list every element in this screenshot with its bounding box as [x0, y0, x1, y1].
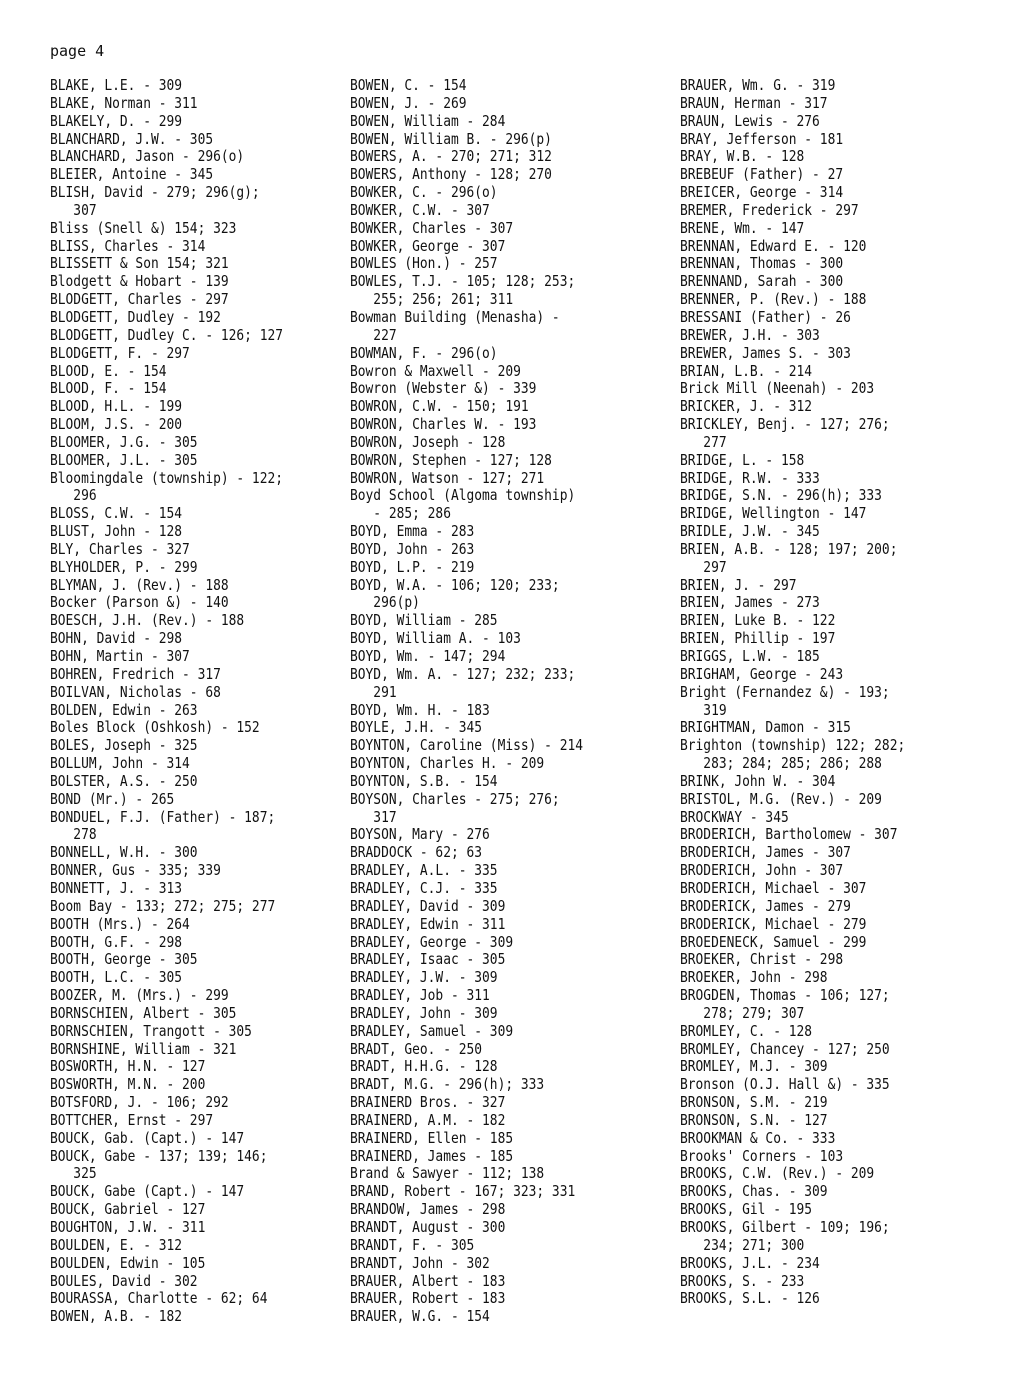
index-entry: BOUCK, Gabe (Capt.) - 147: [50, 1182, 245, 1201]
index-entry: BRAY, Jefferson - 181: [680, 129, 844, 148]
index-entry: BOWRON, C.W. - 150; 191: [350, 397, 529, 416]
index-entry: Bowron & Maxwell - 209: [350, 361, 521, 380]
index-entry: BRODERICH, Michael - 307: [680, 878, 867, 897]
index-column-3: [680, 77, 905, 1308]
index-entry: BRADT, H.H.G. - 128: [350, 1057, 498, 1076]
index-entry: BRANDT, F. - 305: [350, 1235, 475, 1254]
index-entry: BRAUN, Herman - 317: [680, 93, 828, 112]
index-entry: BLISH, David - 279; 296(g);: [50, 183, 260, 202]
index-entry: BROOKMAN & Co. - 333: [680, 1128, 836, 1147]
index-entry: BROOKS, Chas. - 309: [680, 1182, 828, 1201]
index-entry: BRADLEY, Job - 311: [350, 986, 490, 1005]
index-entry: BRENNAN, Edward E. - 120: [680, 236, 867, 255]
index-entry: BRESSANI (Father) - 26: [680, 307, 851, 326]
index-entry: BLAKELY, D. - 299: [50, 111, 183, 130]
index-entry: BRODERICH, Bartholomew - 307: [680, 825, 898, 844]
index-entry: BOLES, Joseph - 325: [50, 736, 198, 755]
index-entry: BROOKS, S. - 233: [680, 1271, 805, 1290]
index-entry: Bloomingdale (township) - 122;: [50, 468, 284, 487]
index-entry: BRANDT, John - 302: [350, 1253, 490, 1272]
index-entry: BRIDGE, S.N. - 296(h); 333: [680, 486, 882, 505]
index-entry: 325: [50, 1164, 97, 1183]
index-entry: BRENNAN, Thomas - 300: [680, 254, 844, 273]
index-entry: BLUST, John - 128: [50, 522, 183, 541]
index-entry: BOWRON, Joseph - 128: [350, 432, 506, 451]
index-entry: BOULES, David - 302: [50, 1271, 198, 1290]
index-entry: BOWEN, J. - 269: [350, 93, 467, 112]
index-entry: BOWKER, C. - 296(o): [350, 183, 498, 202]
index-entry: 278: [50, 825, 97, 844]
index-entry: 255; 256; 261; 311: [350, 290, 514, 309]
index-entry: 319: [680, 700, 727, 719]
index-entry: BROGDEN, Thomas - 106; 127;: [680, 986, 890, 1005]
index-entry: BRAUN, Lewis - 276: [680, 111, 820, 130]
index-entry: BOWKER, C.W. - 307: [350, 200, 490, 219]
index-entry: BLANCHARD, J.W. - 305: [50, 129, 214, 148]
index-entry: BOOTH (Mrs.) - 264: [50, 914, 190, 933]
index-entry: BRANDOW, James - 298: [350, 1200, 506, 1219]
index-entry: Bowron (Webster &) - 339: [350, 379, 537, 398]
index-entry: BOWLES, T.J. - 105; 128; 253;: [350, 272, 576, 291]
index-entry: Boyd School (Algoma township): [350, 486, 576, 505]
index-entry: BOND (Mr.) - 265: [50, 789, 175, 808]
index-entry: BRODERICH, John - 307: [680, 861, 844, 880]
index-entry: 278; 279; 307: [680, 1003, 805, 1022]
index-entry: BOUCK, Gabe - 137; 139; 146;: [50, 1146, 268, 1165]
index-entry: BRIDGE, R.W. - 333: [680, 468, 820, 487]
index-entry: BOILVAN, Nicholas - 68: [50, 682, 221, 701]
index-entry: BRIEN, Luke B. - 122: [680, 611, 836, 630]
index-entry: BRAUER, Robert - 183: [350, 1289, 506, 1308]
index-entry: BRODERICK, James - 279: [680, 896, 851, 915]
index-entry: BOURASSA, Charlotte - 62; 64: [50, 1289, 268, 1308]
index-entry: BREWER, James S. - 303: [680, 343, 851, 362]
index-entry: BRAINERD Bros. - 327: [350, 1093, 506, 1112]
index-entry: BRAY, W.B. - 128: [680, 147, 805, 166]
index-entry: Bowman Building (Menasha) -: [350, 307, 560, 326]
index-entry: Bocker (Parson &) - 140: [50, 593, 229, 612]
index-entry: BROMLEY, C. - 128: [680, 1021, 813, 1040]
index-entry: BRODERICH, James - 307: [680, 843, 851, 862]
index-entry: BOWMAN, F. - 296(o): [350, 343, 498, 362]
index-entry: BRONSON, S.N. - 127: [680, 1110, 828, 1129]
index-entry: BOYD, William - 285: [350, 611, 498, 630]
index-entry: BREMER, Frederick - 297: [680, 200, 859, 219]
index-entry: BOYD, W.A. - 106; 120; 233;: [350, 575, 560, 594]
index-entry: BOYD, Wm. - 147; 294: [350, 647, 506, 665]
index-entry: BRINK, John W. - 304: [680, 771, 836, 790]
index-entry: BROEDENECK, Samuel - 299: [680, 932, 867, 951]
index-entry: BRISTOL, M.G. (Rev.) - 209: [680, 789, 882, 808]
index-entry: BOWERS, A. - 270; 271; 312: [350, 147, 552, 166]
index-entry: BOYD, John - 263: [350, 539, 475, 558]
index-entry: BOLSTER, A.S. - 250: [50, 771, 198, 790]
index-entry: BRAUER, Wm. G. - 319: [680, 76, 836, 94]
index-entry: BOOTH, G.F. - 298: [50, 932, 183, 951]
index-entry: BRIEN, James - 273: [680, 593, 820, 612]
index-entry: Boles Block (Oshkosh) - 152: [50, 718, 260, 737]
index-entry: BRIDGE, Wellington - 147: [680, 504, 867, 523]
index-entry: BOULDEN, Edwin - 105: [50, 1253, 206, 1272]
index-entry: BROOKS, C.W. (Rev.) - 209: [680, 1164, 875, 1183]
index-entry: BROOKS, Gil - 195: [680, 1200, 813, 1219]
index-entry: BOYD, Wm. A. - 127; 232; 233;: [350, 664, 576, 683]
index-entry: 296: [50, 486, 97, 505]
index-entry: BOYD, Wm. H. - 183: [350, 700, 490, 719]
index-entry: BRADLEY, John - 309: [350, 1003, 498, 1022]
index-entry: BOYNTON, Caroline (Miss) - 214: [350, 736, 584, 755]
index-entry: BRICKLEY, Benj. - 127; 276;: [680, 415, 890, 434]
index-entry: BOYLE, J.H. - 345: [350, 718, 483, 737]
index-entry: BOWEN, A.B. - 182: [50, 1307, 183, 1326]
index-entry: BORNSCHIEN, Albert - 305: [50, 1003, 237, 1022]
index-entry: BOSWORTH, H.N. - 127: [50, 1057, 206, 1076]
index-entry: BRIGGS, L.W. - 185: [680, 647, 820, 665]
index-entry: BLOSS, C.W. - 154: [50, 504, 183, 523]
index-entry: BRADLEY, C.J. - 335: [350, 878, 498, 897]
index-entry: BLOOD, F. - 154: [50, 379, 167, 398]
index-entry: 234; 271; 300: [680, 1235, 805, 1254]
index-entry: BRADLEY, Isaac - 305: [350, 950, 506, 969]
index-entry: BOUGHTON, J.W. - 311: [50, 1218, 206, 1236]
index-entry: BRIEN, Phillip - 197: [680, 629, 836, 648]
index-entry: BOSWORTH, M.N. - 200: [50, 1075, 206, 1094]
index-entry: BOWEN, William - 284: [350, 111, 506, 130]
index-entry: BLAKE, Norman - 311: [50, 93, 198, 112]
index-entry: BRADLEY, A.L. - 335: [350, 861, 498, 880]
index-entry: BRICKER, J. - 312: [680, 397, 813, 416]
index-entry: BRAINERD, Ellen - 185: [350, 1128, 514, 1147]
index-entry: BOOTH, George - 305: [50, 950, 198, 969]
index-entry: Bliss (Snell &) 154; 323: [50, 218, 237, 237]
index-entry: Brighton (township) 122; 282;: [680, 736, 906, 755]
index-entry: BRIAN, L.B. - 214: [680, 361, 813, 380]
index-entry: BREICER, George - 314: [680, 183, 844, 202]
index-entry: BRAINERD, A.M. - 182: [350, 1110, 506, 1129]
index-entry: 227: [350, 325, 397, 344]
index-entry: 277: [680, 432, 727, 451]
index-entry: BOHREN, Fredrich - 317: [50, 664, 221, 683]
index-entry: BROMLEY, Chancey - 127; 250: [680, 1039, 890, 1058]
index-entry: BLOOMER, J.L. - 305: [50, 450, 198, 469]
index-entry: Bronson (O.J. Hall &) - 335: [680, 1075, 890, 1094]
index-entry: BLYHOLDER, P. - 299: [50, 557, 198, 576]
index-entry: BRIEN, A.B. - 128; 197; 200;: [680, 539, 898, 558]
index-entry: BRADT, M.G. - 296(h); 333: [350, 1075, 545, 1094]
index-entry: BOHN, Martin - 307: [50, 647, 190, 665]
index-entry: BOUCK, Gabriel - 127: [50, 1200, 206, 1219]
index-entry: BRONSON, S.M. - 219: [680, 1093, 828, 1112]
index-entry: BOWRON, Watson - 127; 271: [350, 468, 545, 487]
index-entry: BRAUER, W.G. - 154: [350, 1307, 490, 1326]
index-entry: BOYD, Emma - 283: [350, 522, 475, 541]
index-entry: BLOOD, H.L. - 199: [50, 397, 183, 416]
index-entry: BOWEN, William B. - 296(p): [350, 129, 552, 148]
index-entry: BRADLEY, Samuel - 309: [350, 1021, 514, 1040]
index-entry: BOYD, L.P. - 219: [350, 557, 475, 576]
index-entry: BLISS, Charles - 314: [50, 236, 206, 255]
index-entry: BLOOM, J.S. - 200: [50, 415, 183, 434]
index-entry: BRODERICK, Michael - 279: [680, 914, 867, 933]
index-entry: BRADLEY, Edwin - 311: [350, 914, 506, 933]
index-entry: BOWLES (Hon.) - 257: [350, 254, 498, 273]
index-entry: BRAND, Robert - 167; 323; 331: [350, 1182, 576, 1201]
index-entry: BLODGETT, Dudley C. - 126; 127: [50, 325, 284, 344]
index-entry: BLY, Charles - 327: [50, 539, 190, 558]
index-entry: BORNSHINE, William - 321: [50, 1039, 237, 1058]
index-entry: BOYSON, Mary - 276: [350, 825, 490, 844]
index-entry: BORNSCHIEN, Trangott - 305: [50, 1021, 252, 1040]
index-entry: BRADLEY, J.W. - 309: [350, 968, 498, 987]
index-entry: BOYD, William A. - 103: [350, 629, 521, 648]
index-column-2: [350, 77, 583, 1326]
index-entry: BOULDEN, E. - 312: [50, 1235, 183, 1254]
index-entry: BONDUEL, F.J. (Father) - 187;: [50, 807, 276, 826]
index-entry: BLANCHARD, Jason - 296(o): [50, 147, 245, 166]
index-entry: BROOKS, S.L. - 126: [680, 1289, 820, 1308]
index-entry: BRAINERD, James - 185: [350, 1146, 514, 1165]
index-entry: BOWERS, Anthony - 128; 270: [350, 165, 552, 184]
index-entry: BROOKS, J.L. - 234: [680, 1253, 820, 1272]
index-entry: BLODGETT, Dudley - 192: [50, 307, 221, 326]
index-entry: Brooks' Corners - 103: [680, 1146, 844, 1165]
index-entry: BOTTCHER, Ernst - 297: [50, 1110, 214, 1129]
index-entry: Blodgett & Hobart - 139: [50, 272, 229, 291]
index-entry: Brand & Sawyer - 112; 138: [350, 1164, 545, 1183]
index-entry: BLAKE, L.E. - 309: [50, 76, 183, 94]
index-entry: BROEKER, Christ - 298: [680, 950, 844, 969]
index-entry: BLODGETT, Charles - 297: [50, 290, 229, 309]
index-entry: BRADT, Geo. - 250: [350, 1039, 483, 1058]
index-entry: BOUCK, Gab. (Capt.) - 147: [50, 1128, 245, 1147]
index-entry: BRENNAND, Sarah - 300: [680, 272, 844, 291]
index-entry: 297: [680, 557, 727, 576]
index-entry: BRIDLE, J.W. - 345: [680, 522, 820, 541]
index-entry: BOYNTON, S.B. - 154: [350, 771, 498, 790]
index-entry: 307: [50, 200, 97, 219]
index-entry: BRIGHTMAN, Damon - 315: [680, 718, 851, 737]
index-entry: BONNETT, J. - 313: [50, 878, 183, 897]
index-entry: BOWKER, Charles - 307: [350, 218, 514, 237]
index-entry: BOOTH, L.C. - 305: [50, 968, 183, 987]
index-entry: BONNER, Gus - 335; 339: [50, 861, 221, 880]
index-entry: 296(p): [350, 593, 420, 612]
index-entry: BROMLEY, M.J. - 309: [680, 1057, 828, 1076]
index-entry: 291: [350, 682, 397, 701]
index-entry: BLEIER, Antoine - 345: [50, 165, 214, 184]
index-entry: Boom Bay - 133; 272; 275; 277: [50, 896, 276, 915]
index-entry: BOYNTON, Charles H. - 209: [350, 754, 545, 773]
index-entry: BOWRON, Stephen - 127; 128: [350, 450, 552, 469]
index-entry: BOYSON, Charles - 275; 276;: [350, 789, 560, 808]
index-entry: BLODGETT, F. - 297: [50, 343, 190, 362]
index-entry: BRADLEY, George - 309: [350, 932, 514, 951]
index-entry: BOHN, David - 298: [50, 629, 183, 648]
index-entry: BROOKS, Gilbert - 109; 196;: [680, 1218, 890, 1236]
index-entry: BRIEN, J. - 297: [680, 575, 797, 594]
index-entry: BROCKWAY - 345: [680, 807, 789, 826]
index-entry: BRIGHAM, George - 243: [680, 664, 844, 683]
index-entry: BROEKER, John - 298: [680, 968, 828, 987]
page-number: page 4: [50, 42, 105, 60]
index-entry: BOWEN, C. - 154: [350, 76, 467, 94]
index-entry: 283; 284; 285; 286; 288: [680, 754, 882, 773]
index-entry: BOESCH, J.H. (Rev.) - 188: [50, 611, 245, 630]
index-entry: BLOOD, E. - 154: [50, 361, 167, 380]
index-entry: BOWKER, George - 307: [350, 236, 506, 255]
index-entry: BLOOMER, J.G. - 305: [50, 432, 198, 451]
index-entry: Bright (Fernandez &) - 193;: [680, 682, 890, 701]
index-entry: BREWER, J.H. - 303: [680, 325, 820, 344]
index-entry: BLISSETT & Son 154; 321: [50, 254, 229, 273]
index-entry: BOWRON, Charles W. - 193: [350, 415, 537, 434]
index-entry: BOOZER, M. (Mrs.) - 299: [50, 986, 229, 1005]
index-entry: BRANDT, August - 300: [350, 1218, 506, 1236]
index-entry: BRENE, Wm. - 147: [680, 218, 805, 237]
index-entry: BRADDOCK - 62; 63: [350, 843, 483, 862]
index-entry: BOLLUM, John - 314: [50, 754, 190, 773]
index-entry: Brick Mill (Neenah) - 203: [680, 379, 875, 398]
index-entry: BRIDGE, L. - 158: [680, 450, 805, 469]
index-entry: BRAUER, Albert - 183: [350, 1271, 506, 1290]
index-entry: BOLDEN, Edwin - 263: [50, 700, 198, 719]
index-entry: BONNELL, W.H. - 300: [50, 843, 198, 862]
index-entry: - 285; 286: [350, 504, 451, 523]
index-entry: BRENNER, P. (Rev.) - 188: [680, 290, 867, 309]
index-entry: BREBEUF (Father) - 27: [680, 165, 844, 184]
index-entry: BLYMAN, J. (Rev.) - 188: [50, 575, 229, 594]
index-column-1: [50, 77, 283, 1326]
index-entry: BRADLEY, David - 309: [350, 896, 506, 915]
index-entry: 317: [350, 807, 397, 826]
index-entry: BOTSFORD, J. - 106; 292: [50, 1093, 229, 1112]
